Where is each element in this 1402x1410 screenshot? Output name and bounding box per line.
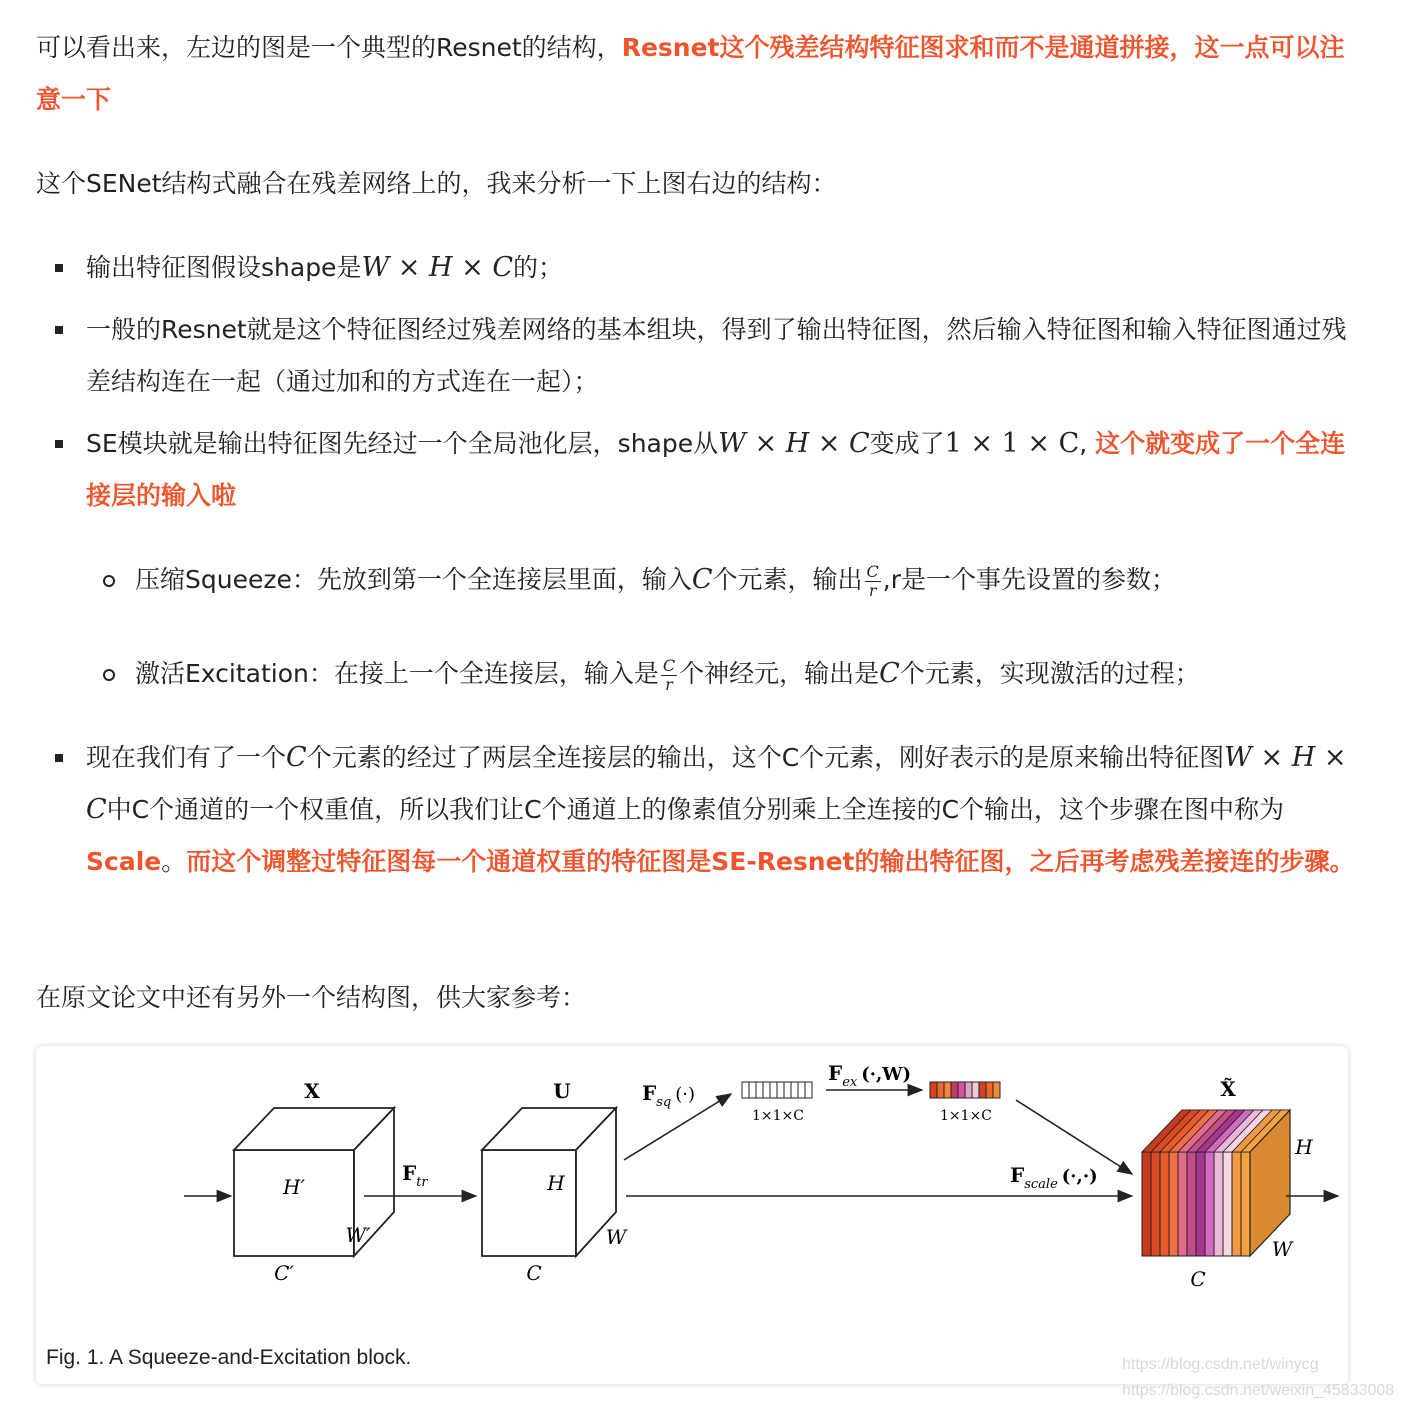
- stack-slice: [1214, 1152, 1223, 1256]
- excitation-cell: [965, 1082, 972, 1098]
- stack-slice: [1187, 1152, 1196, 1256]
- squeeze-post: ,r是一个事先设置的参数；: [882, 565, 1177, 594]
- sub-bullet-circle-2: [103, 669, 115, 681]
- fsq-main: F: [642, 1081, 657, 1105]
- squeeze-cell: [763, 1082, 770, 1098]
- squeeze-dim: 1×1×C: [752, 1108, 804, 1124]
- figure-caption: Fig. 1. A Squeeze-and-Excitation block.: [46, 1346, 412, 1369]
- bullet-3-mid: 变成了: [869, 429, 945, 458]
- cube-u-w: W: [605, 1225, 627, 1249]
- stack-slice: [1205, 1152, 1214, 1256]
- bullet-square-4: [55, 754, 63, 762]
- squeeze-mid: 个元素，输出: [712, 565, 863, 594]
- se-block-diagram: [36, 1046, 1348, 1346]
- bullet-3-highlight: 这个就变成了一个全连接层的输入啦: [86, 429, 1346, 510]
- cube-x-label: X: [304, 1079, 320, 1103]
- cube-u-h: H: [547, 1171, 565, 1195]
- output-h: H: [1295, 1135, 1313, 1159]
- fex-sub: ex: [842, 1075, 858, 1090]
- watermark-1: https://blog.csdn.net/winycg: [1122, 1356, 1319, 1373]
- squeeze-cell: [784, 1082, 791, 1098]
- bullet-square-1: [55, 264, 63, 272]
- cube-x-c: C′: [274, 1261, 294, 1285]
- stack-slice: [1160, 1152, 1169, 1256]
- bullet-4-period: 。: [161, 847, 187, 876]
- bullet-1-post: 的；: [513, 253, 564, 282]
- ftr-label: [402, 1161, 428, 1190]
- stack-slice: [1232, 1152, 1241, 1256]
- stack-slice: [1196, 1152, 1205, 1256]
- bullet-3-text: SE模块就是输出特征图先经过一个全局池化层，shape从: [86, 429, 719, 458]
- fsq-label: [642, 1081, 695, 1110]
- excitation-cell: [993, 1082, 1000, 1098]
- bullet-4-scale: Scale: [86, 847, 162, 876]
- cube-u-c: C: [526, 1261, 542, 1285]
- intro-paragraph: [36, 22, 1356, 126]
- squeeze-fraction: [865, 561, 881, 600]
- cube-x-w: W′: [345, 1223, 371, 1247]
- bullet-3-comma: ,: [1079, 429, 1096, 458]
- fex-label: [828, 1061, 911, 1090]
- sub-bullet-squeeze: [135, 554, 1355, 606]
- bullet-4-highlight: 而这个调整过特征图每一个通道权重的特征图是SE-Resnet的输出特征图，之后再考虑残差接连的步骤。: [186, 847, 1355, 876]
- excitation-mid: 个神经元，输出是: [679, 659, 880, 688]
- stack-slice: [1178, 1152, 1187, 1256]
- bullet-4-math: W × H × C: [86, 742, 1347, 825]
- analysis-paragraph: 这个SENet结构式融合在残差网络上的，我来分析一下上图右边的结构：: [36, 169, 837, 198]
- excitation-cell: [958, 1082, 965, 1098]
- bullet-2: 一般的Resnet就是这个特征图经过残差网络的基本组块，得到了输出特征图，然后输入特征图和输入特征图通过残差结构连在一起（通过加和的方式连在一起）；: [86, 315, 1347, 396]
- excitation-cell: [951, 1082, 958, 1098]
- squeeze-cell: [777, 1082, 784, 1098]
- squeeze-cell: [749, 1082, 756, 1098]
- watermark-2: https://blog.csdn.net/weixin_45833008: [1122, 1382, 1395, 1399]
- output-stack: [1142, 1110, 1290, 1256]
- excitation-cell: [986, 1082, 993, 1098]
- bullet-1: [86, 242, 1356, 294]
- excitation-fraction: [661, 655, 677, 694]
- excitation-cell: [930, 1082, 937, 1098]
- output-c: C: [1190, 1267, 1206, 1291]
- bullet-4: [86, 732, 1356, 888]
- excitation-fraction-num: C: [662, 655, 676, 675]
- excitation-text: 激活Excitation：在接上一个全连接层，输入是: [135, 659, 659, 688]
- bullet-4-c: C: [286, 742, 307, 773]
- fscale-main: F: [1010, 1163, 1025, 1187]
- bullet-square-3: [55, 440, 63, 448]
- weight-arrow: [1016, 1100, 1132, 1174]
- bullet-1-math: W × H × C: [361, 252, 513, 283]
- squeeze-cell: [791, 1082, 798, 1098]
- stack-slice: [1151, 1152, 1160, 1256]
- bullet-1-text: 输出特征图假设shape是: [86, 253, 362, 282]
- ftr-main: F: [402, 1161, 417, 1185]
- bullet-3: [86, 418, 1356, 522]
- intro-highlight: Resnet这个残差结构特征图求和而不是通道拼接，这一点可以注意一下: [36, 33, 1345, 114]
- squeeze-cell: [742, 1082, 749, 1098]
- fscale-label: [1010, 1163, 1098, 1192]
- stack-slice: [1241, 1152, 1250, 1256]
- intro-text: 可以看出来，左边的图是一个典型的Resnet的结构，: [36, 33, 622, 62]
- excitation-vector: [930, 1082, 1000, 1098]
- excitation-cell: [944, 1082, 951, 1098]
- fex-main: F: [828, 1061, 843, 1085]
- excitation-c: C: [879, 658, 900, 689]
- squeeze-vector: [742, 1082, 812, 1098]
- output-w: W: [1271, 1237, 1293, 1261]
- squeeze-cell: [770, 1082, 777, 1098]
- fscale-sub: scale: [1024, 1177, 1058, 1192]
- cube-u-label: U: [553, 1079, 571, 1103]
- stack-slice: [1223, 1152, 1232, 1256]
- outro-paragraph: 在原文论文中还有另外一个结构图，供大家参考：: [36, 983, 587, 1012]
- sub-bullet-excitation: [135, 648, 1355, 700]
- excitation-cell: [937, 1082, 944, 1098]
- bullet-3-math-1: W × H × C: [718, 428, 870, 459]
- bullet-square-2: [55, 326, 63, 334]
- bullet-4-a: 个元素的经过了两层全连接层的输出，这个C个元素，刚好表示的是原来输出特征图: [306, 743, 1225, 772]
- fscale-arg: (·,·): [1061, 1166, 1098, 1187]
- excitation-cell: [972, 1082, 979, 1098]
- bullet-4-b: 中C个通道的一个权重值，所以我们让C个通道上的像素值分别乘上全连接的C个输出，这个步骤在图中称为: [106, 795, 1285, 824]
- squeeze-cell: [798, 1082, 805, 1098]
- squeeze-text: 压缩Squeeze：先放到第一个全连接层里面，输入: [135, 565, 692, 594]
- excitation-fraction-den: r: [665, 674, 673, 694]
- fsq-sub: sq: [656, 1095, 672, 1110]
- bullet-4-text: 现在我们有了一个: [86, 743, 287, 772]
- excitation-post: 个元素，实现激活的过程；: [899, 659, 1200, 688]
- ftr-sub: tr: [416, 1175, 428, 1190]
- output-label: X̃: [1220, 1077, 1236, 1101]
- squeeze-fraction-num: C: [866, 561, 879, 581]
- fsq-arg: (·): [675, 1084, 695, 1105]
- squeeze-c: C: [691, 564, 713, 595]
- squeeze-fraction-den: r: [868, 580, 877, 600]
- stack-slice: [1142, 1152, 1151, 1256]
- sub-bullet-circle-1: [103, 575, 115, 587]
- cube-x-h: H′: [283, 1175, 305, 1199]
- fex-arg: (·,W): [861, 1064, 912, 1085]
- excitation-cell: [979, 1082, 986, 1098]
- squeeze-cell: [756, 1082, 763, 1098]
- squeeze-cell: [805, 1082, 812, 1098]
- excitation-dim: 1×1×C: [940, 1108, 992, 1124]
- stack-slice: [1169, 1152, 1178, 1256]
- bullet-3-math-2: 1 × 1 × C: [944, 428, 1080, 459]
- se-block-figure: [36, 1046, 1348, 1384]
